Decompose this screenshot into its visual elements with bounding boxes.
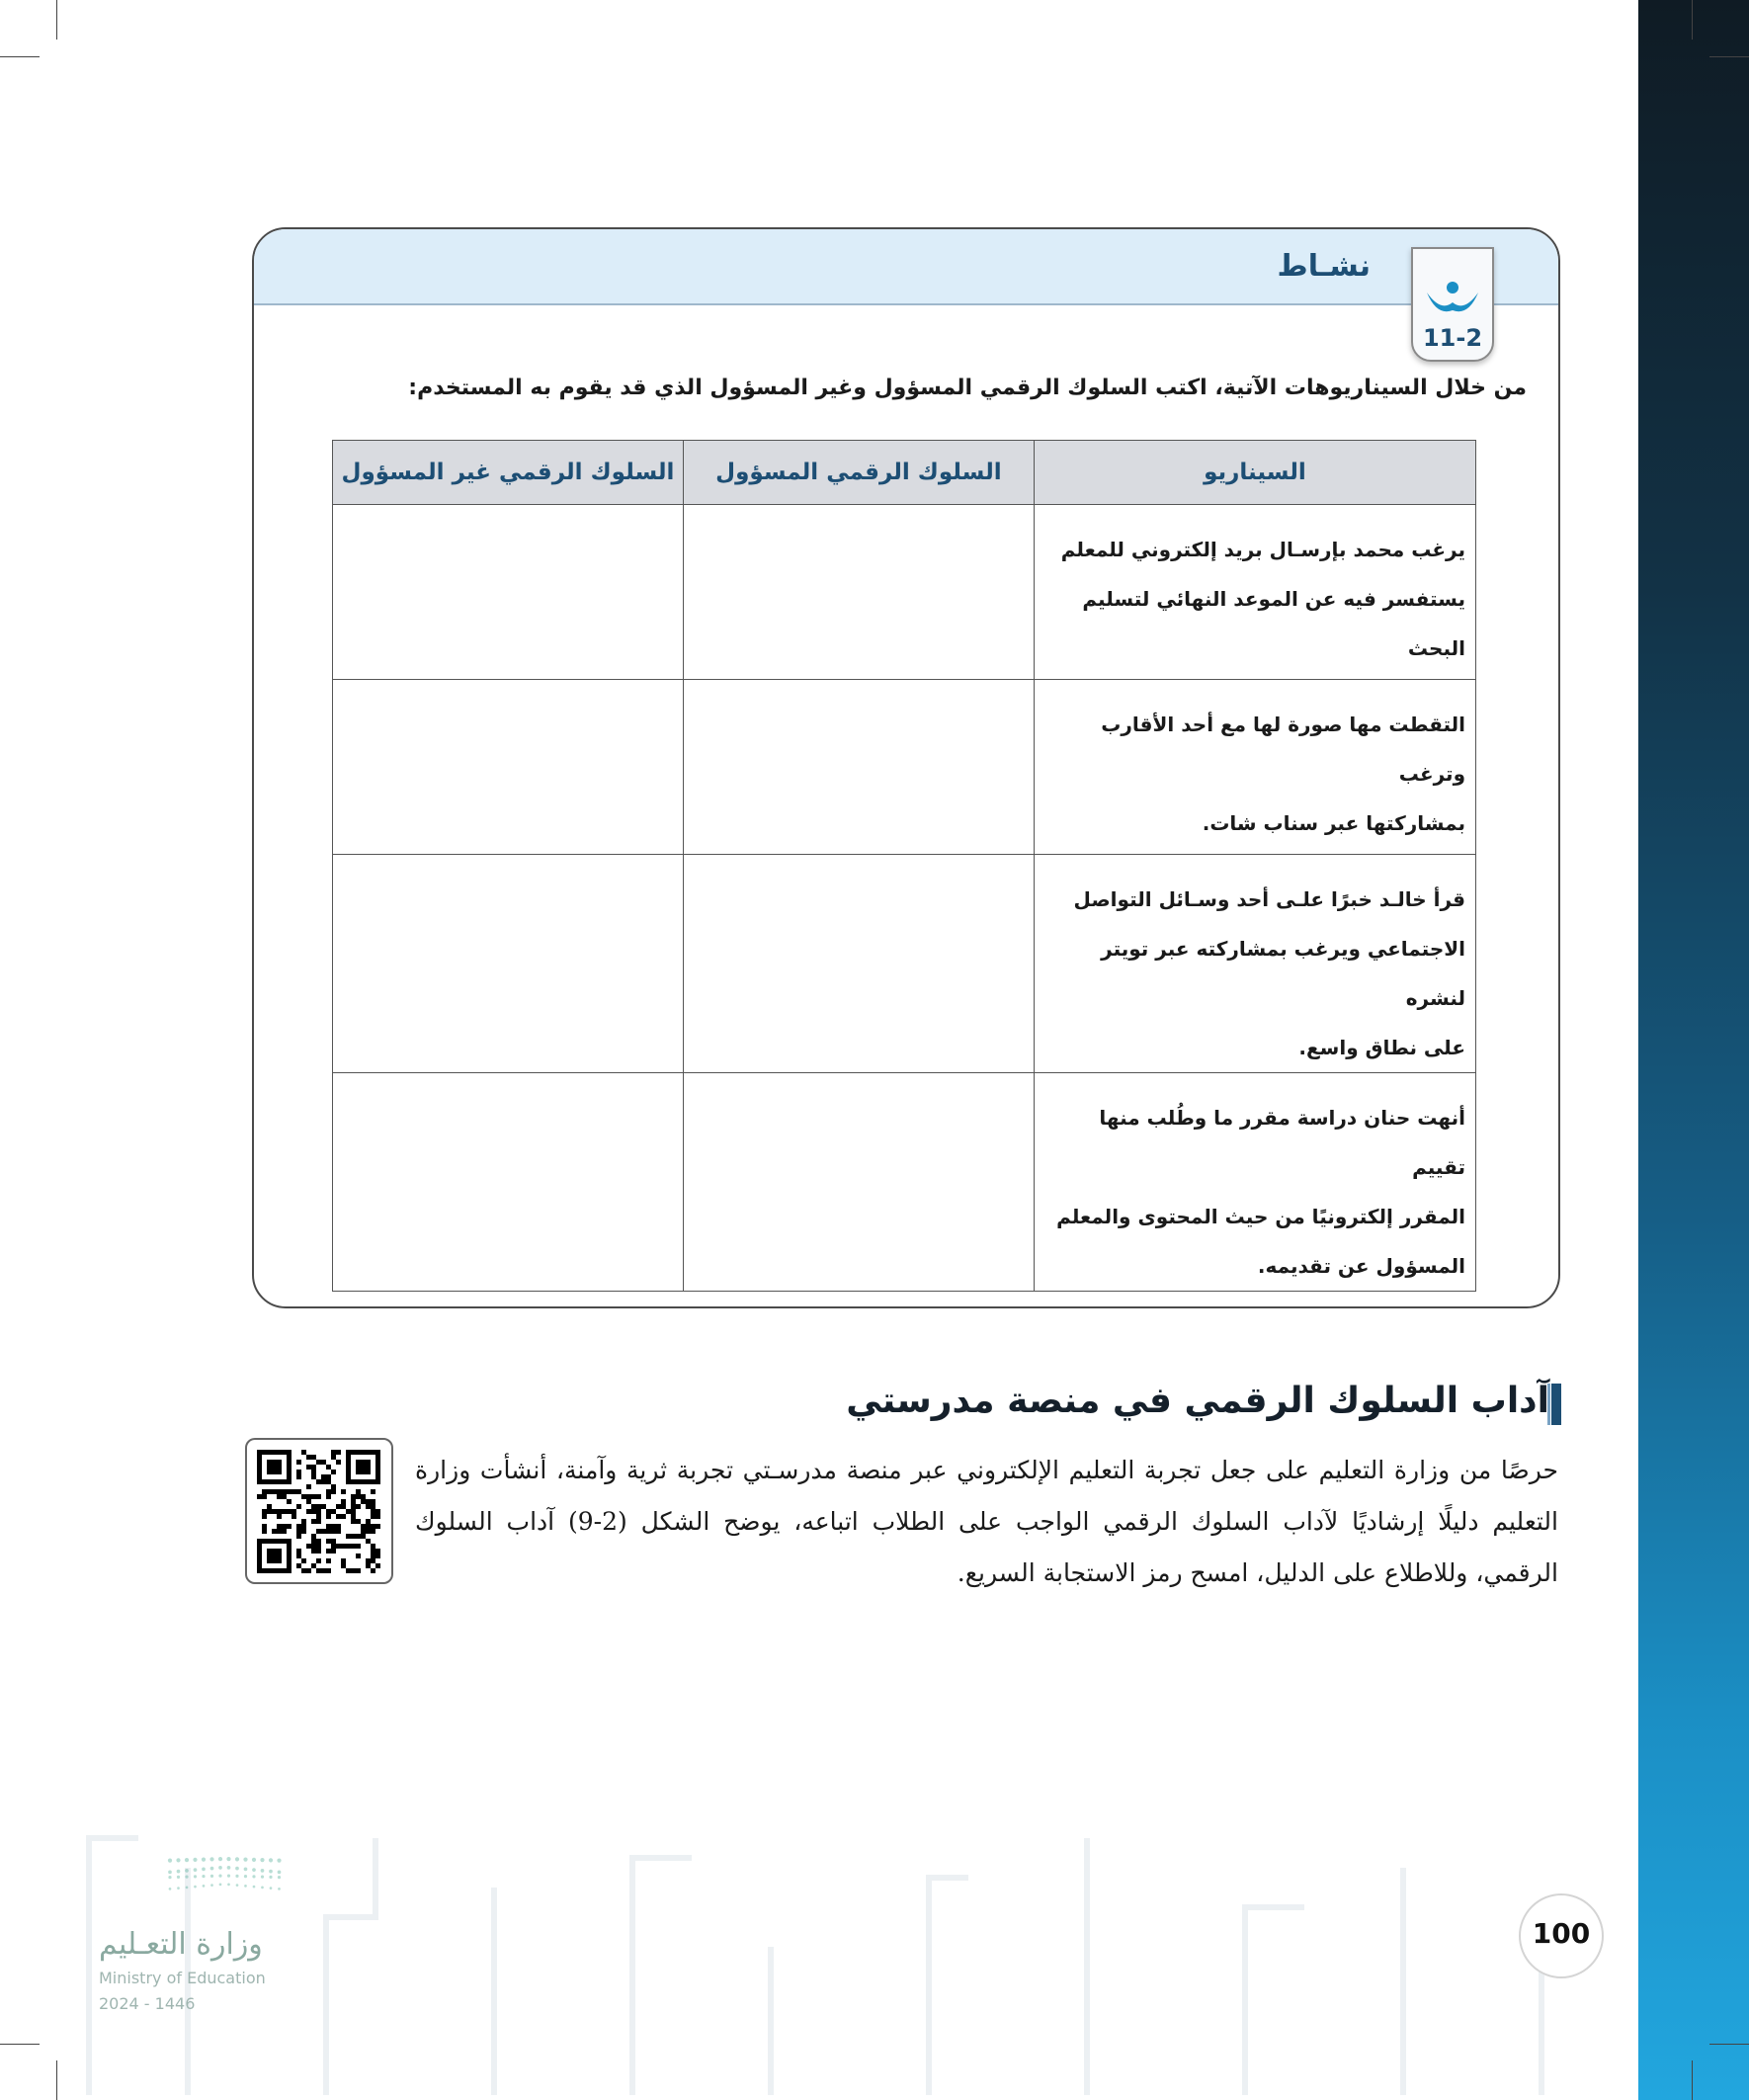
crop-mark — [0, 56, 40, 57]
crop-mark — [56, 0, 57, 40]
ministry-name-arabic: وزارة التعـليم — [99, 1927, 263, 1962]
circuit-watermark — [79, 1799, 1621, 2100]
crop-mark — [1709, 2044, 1749, 2045]
scenario-line: المقرر إلكترونيًا من حيث المحتوى والمعلم — [1056, 1205, 1465, 1228]
scenarios-table — [332, 440, 1476, 1292]
table-row — [333, 680, 1476, 855]
scenario-line: المسؤول عن تقديمه. — [1257, 1254, 1465, 1278]
scenario-line: يستفسر فيه عن الموعد النهائي لتسليم البحث — [1082, 587, 1465, 660]
responsible-answer-cell[interactable] — [683, 505, 1034, 680]
table-row — [333, 1073, 1476, 1292]
section-title: آداب السلوك الرقمي في منصة مدرستي — [846, 1381, 1549, 1421]
scenario-cell — [1034, 680, 1475, 855]
crop-mark — [0, 2044, 40, 2045]
scenario-line: الاجتماعي ويرغب بمشاركته عبر تويتر لنشره — [1101, 937, 1465, 1010]
table-header-row — [333, 441, 1476, 505]
qr-code-icon[interactable] — [245, 1438, 393, 1584]
table-row — [333, 505, 1476, 680]
activity-number: 11-2 — [1422, 324, 1483, 352]
table-row — [333, 855, 1476, 1073]
scenario-cell — [1034, 1073, 1475, 1292]
section-title-marker — [1551, 1384, 1561, 1425]
activity-instruction: من خلال السيناريوهات الآتية، اكتب السلوك الرقمي المسؤول وغير المسؤول الذي قد يقوم به المستخدم: — [408, 376, 1527, 400]
header-responsible: السلوك الرقمي المسؤول — [683, 441, 1034, 505]
scenario-line: التقطت مها صورة لها مع أحد الأقارب وترغب — [1101, 713, 1465, 786]
responsible-answer-cell[interactable] — [683, 1073, 1034, 1292]
crop-mark — [1692, 0, 1693, 40]
activity-number-badge — [1411, 247, 1494, 362]
crop-mark — [1692, 2060, 1693, 2100]
qr-code-graphic — [247, 1440, 391, 1582]
scenario-line: قرأ خالـد خبرًا علـى أحد وسـائل التواصل — [1073, 887, 1465, 911]
activity-header — [254, 229, 1558, 305]
header-scenario: السيناريو — [1034, 441, 1475, 505]
section-paragraph: حرصًا من وزارة التعليم على جعل تجربة التعليم الإلكتروني عبر منصة مدرسـتي تجربة ثرية وآمنة، أنشأت وزارة التعليم دليلًا إرشاديًا لآداب السلوك الرقمي الواجب على الطلاب اتباعه، يوضح الشكل (2-9) آداب السلوك الرقمي، وللاطلاع على الدليل، امسح رمز الاستجابة السريع. — [415, 1456, 1558, 1587]
irresponsible-answer-cell[interactable] — [333, 680, 684, 855]
responsible-answer-cell[interactable] — [683, 855, 1034, 1073]
header-irresponsible: السلوك الرقمي غير المسؤول — [333, 441, 684, 505]
edition-year: 2024 - 1446 — [99, 1994, 196, 2013]
irresponsible-answer-cell[interactable] — [333, 855, 684, 1073]
scenario-cell — [1034, 505, 1475, 680]
scenario-line: على نطاق واسع. — [1298, 1036, 1465, 1059]
side-color-band — [1638, 0, 1749, 2100]
page-number: 100 — [1532, 1917, 1591, 1950]
responsible-answer-cell[interactable] — [683, 680, 1034, 855]
scenario-line: يرغب محمد بإرسـال بريد إلكتروني للمعلم — [1060, 538, 1465, 561]
crop-mark — [1709, 56, 1749, 57]
hands-heart-icon — [1423, 279, 1482, 318]
scenario-cell — [1034, 855, 1475, 1073]
irresponsible-answer-cell[interactable] — [333, 505, 684, 680]
crop-mark — [56, 2060, 57, 2100]
scenario-line: بمشاركتها عبر سناب شات. — [1202, 811, 1465, 835]
activity-title: نشـاط — [1277, 249, 1371, 284]
ministry-name-english: Ministry of Education — [99, 1969, 266, 1987]
irresponsible-answer-cell[interactable] — [333, 1073, 684, 1292]
ministry-logo-icon — [99, 1853, 356, 1932]
scenario-line: أنهت حنان دراسة مقرر ما وطُلب منها تقييم — [1099, 1106, 1465, 1179]
